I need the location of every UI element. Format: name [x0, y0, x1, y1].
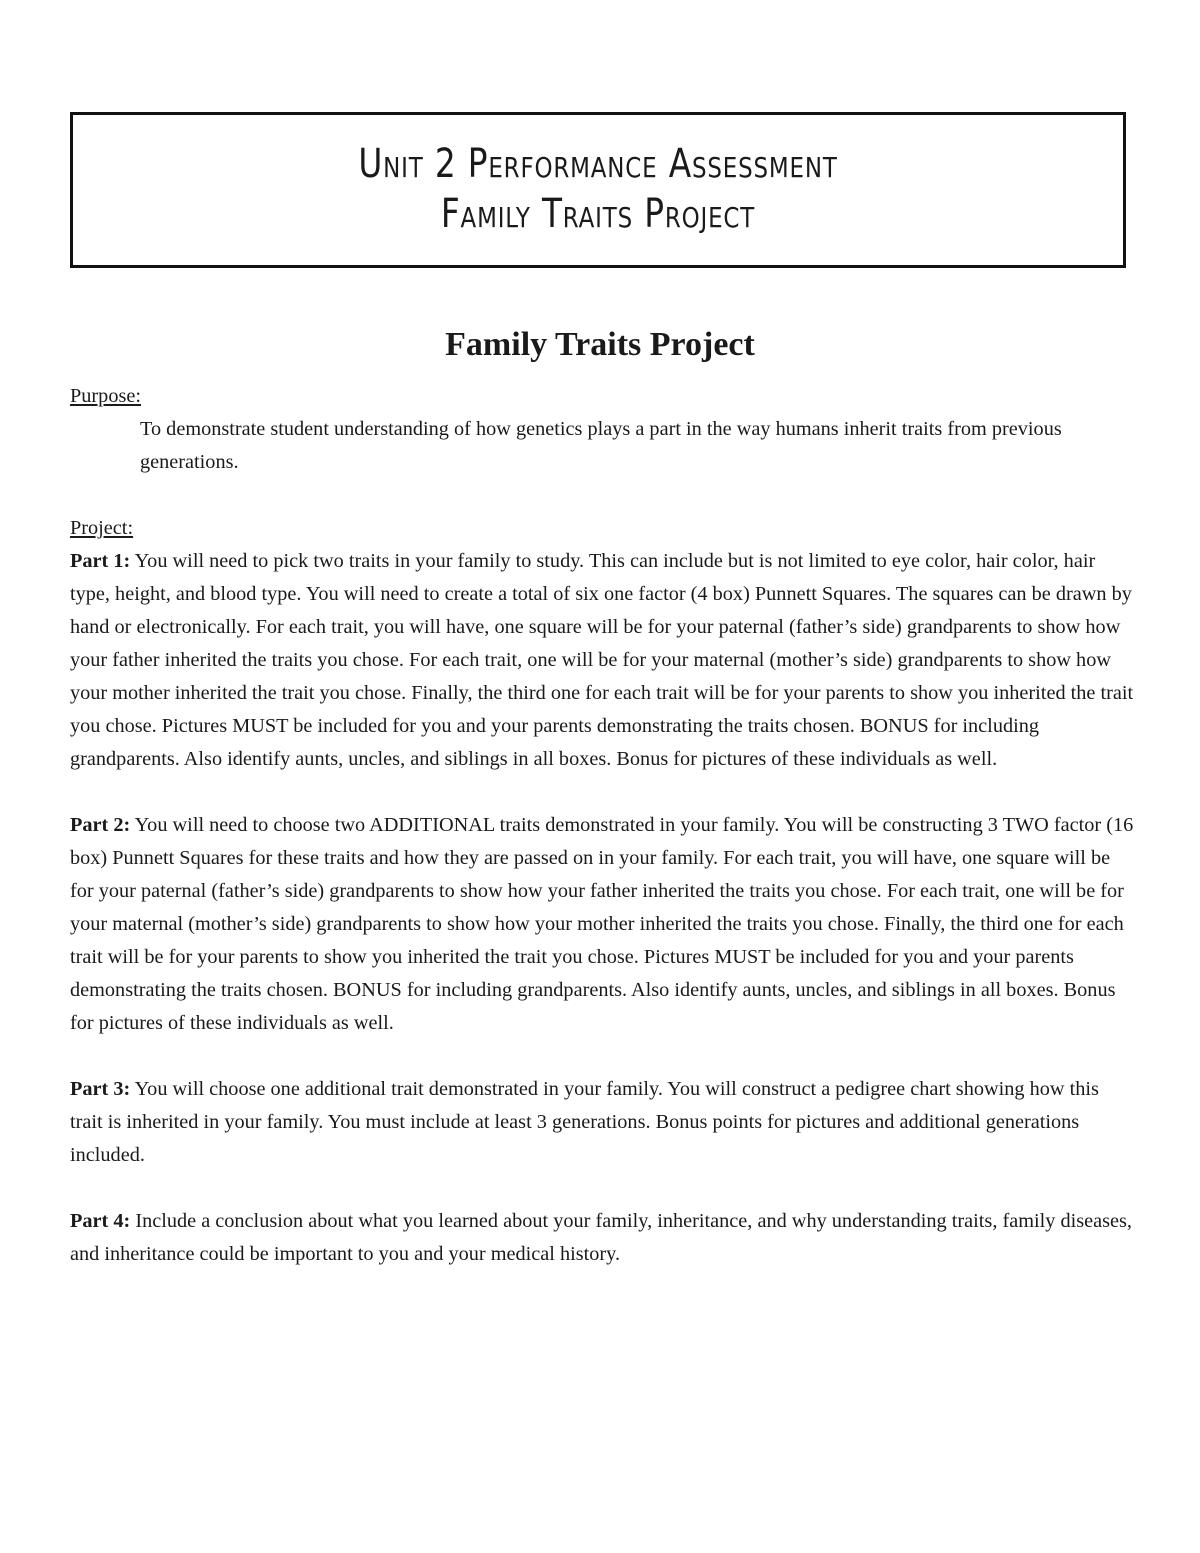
document-body	[70, 380, 1134, 1271]
part-2-text: You will need to choose two ADDITIONAL traits demonstrated in your family. You will be constructing 3 TWO factor (16 box) Punnett Squares for these traits and how they are passed on in your family. For each trait, you will have, one square will be for your paternal (father’s side) grandparents to show how your father inherited the traits you chose. For each trait, one will be for your maternal (mother’s side) grandparents to show how your mother inherited the traits you chose. Finally, the third one for each trait will be for your parents to show you inherited the trait you chose. Pictures MUST be included for you and your parents demonstrating the traits chosen. BONUS for including grandparents. Also identify aunts, uncles, and siblings in all boxes. Bonus for pictures of these individuals as well.	[70, 814, 1134, 1034]
project-title: Family Traits Project	[440, 191, 756, 237]
title-box	[70, 112, 1126, 268]
purpose-text: To demonstrate student understanding of how genetics plays a part in the way humans inherit traits from previous generations.	[140, 418, 1062, 473]
part-1-label: Part 1:	[70, 550, 131, 572]
part-3-label: Part 3:	[70, 1078, 131, 1100]
part-3	[70, 1073, 1134, 1172]
spacer	[70, 1040, 1134, 1073]
part-4	[70, 1205, 1134, 1271]
spacer	[70, 1172, 1134, 1205]
document-heading: Family Traits Project	[445, 326, 755, 363]
unit-title: Unit 2 Performance Assessment	[358, 141, 838, 187]
part-2	[70, 809, 1134, 1040]
part-1-text: You will need to pick two traits in your family to study. This can include but is not limited to eye color, hair color, hair type, height, and blood type. You will need to create a total of six one factor (4 box) Punnett Squares. The squares can be drawn by hand or electronically. For each trait, you will have, one square will be for your paternal (father’s side) grandparents to show how your father inherited the traits you chose. For each trait, one will be for your maternal (mother’s side) grandparents to show how your mother inherited the trait you chose. Finally, the third one for each trait will be for your parents to show you inherited the trait you chose. Pictures MUST be included for you and your parents demonstrating the traits chosen. BONUS for including grandparents. Also identify aunts, uncles, and siblings in all boxes. Bonus for pictures of these individuals as well.	[70, 550, 1134, 770]
part-4-label: Part 4:	[70, 1210, 131, 1232]
part-2-label: Part 2:	[70, 814, 131, 836]
spacer	[70, 776, 1134, 809]
part-1	[70, 545, 1134, 776]
part-3-text: You will choose one additional trait demonstrated in your family. You will construct a pedigree chart showing how this trait is inherited in your family. You must include at least 3 generations. Bonus points for pictures and additional generations included.	[70, 1078, 1099, 1166]
part-4-text: Include a conclusion about what you learned about your family, inheritance, and why understanding traits, family diseases, and inheritance could be important to you and your medical history.	[70, 1210, 1133, 1265]
project-label: Project:	[70, 517, 134, 539]
spacer	[70, 479, 1134, 512]
purpose-label: Purpose:	[70, 385, 141, 407]
